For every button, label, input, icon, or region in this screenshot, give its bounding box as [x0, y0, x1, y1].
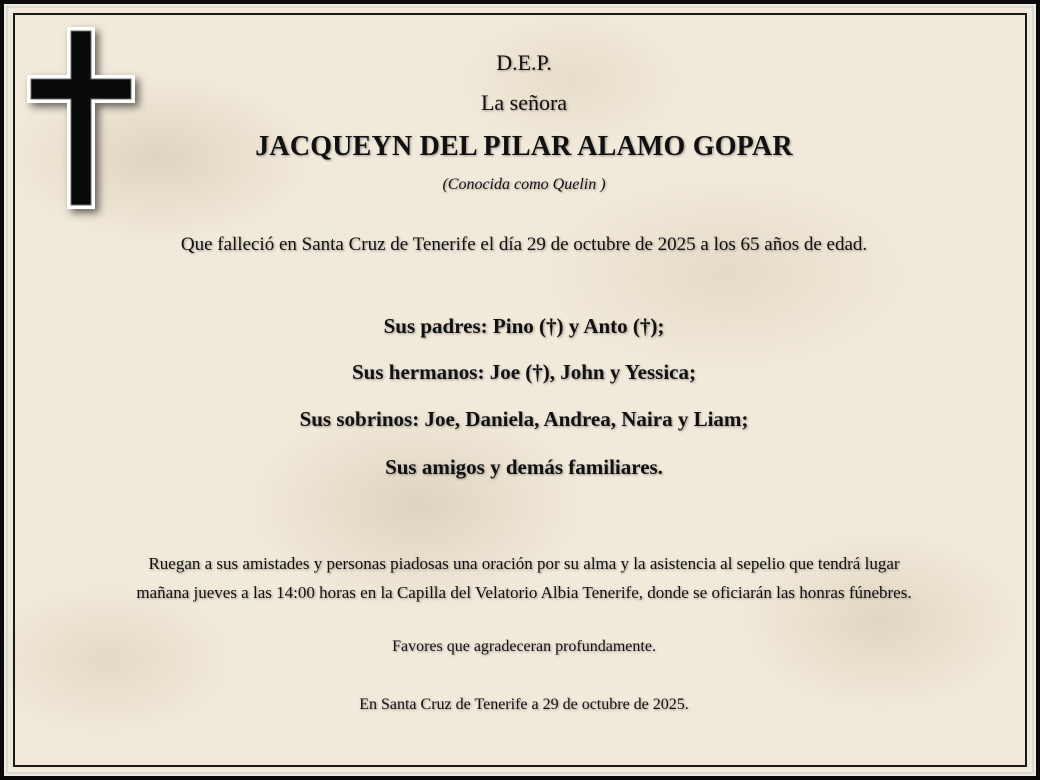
deceased-name: JACQUEYN DEL PILAR ALAMO GOPAR: [255, 131, 793, 162]
thanks-line: Favores que agradeceran profundamente.: [392, 638, 656, 655]
relatives-parents: Sus padres: Pino (†) y Anto (†);: [383, 314, 665, 338]
funeral-request-line-2: mañana jueves a las 14:00 horas en la Capilla del Velatorio Albia Tenerife, donde se oficiarán las honras fúnebres.: [136, 583, 912, 602]
relatives-friends: Sus amigos y demás familiares.: [385, 455, 663, 479]
dep-heading: D.E.P.: [496, 50, 552, 75]
relatives-siblings: Sus hermanos: Joe (†), John y Yessica;: [352, 360, 696, 384]
honorific: La señora: [480, 90, 568, 115]
death-notice: Que falleció en Santa Cruz de Tenerife el día 29 de octubre de 2025 a los 65 años de edad.: [180, 234, 868, 255]
place-date-line: En Santa Cruz de Tenerife a 29 de octubre de 2025.: [359, 696, 689, 713]
relatives-nephews: Sus sobrinos: Joe, Daniela, Andrea, Naira y Liam;: [299, 407, 749, 431]
funeral-request: [4, 549, 1040, 607]
funeral-request-line-1: Ruegan a sus amistades y personas piadosas una oración por su alma y la asistencia al sepelio que tendrá lugar: [148, 554, 900, 573]
deceased-alias: (Conocida como Quelin ): [442, 176, 606, 193]
